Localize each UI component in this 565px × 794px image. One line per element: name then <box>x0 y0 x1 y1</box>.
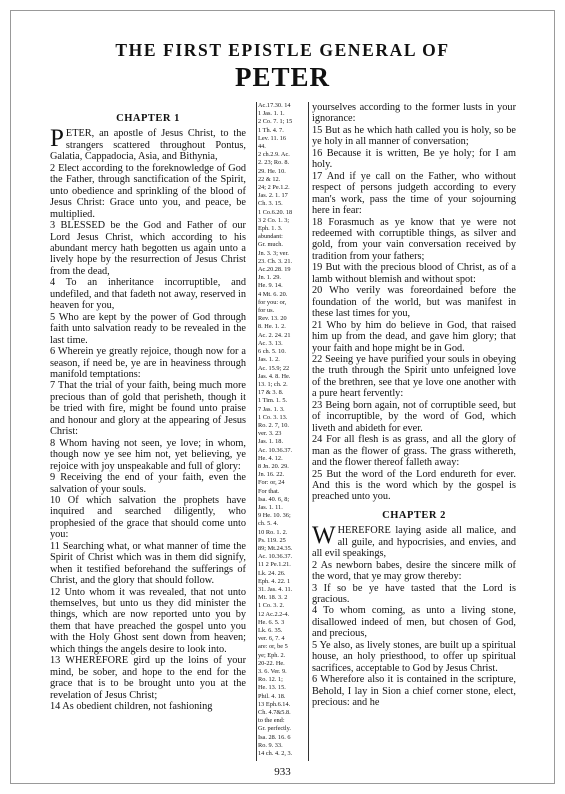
drop-cap: P <box>50 125 64 153</box>
verse: 14 As obedient children, not fashioning <box>50 701 213 713</box>
verse: 7 That the trial of your faith, being much more precious than of gold that perisheth, though it be tried with fire, might be found unto praise and honour and glory at the appearing of Jesus Christ: <box>50 380 246 438</box>
reference-line: Lev. 11. 16 <box>258 134 287 142</box>
reference-line: Gr. much. <box>258 241 284 249</box>
verse: 23 Being born again, not of corruptible seed, but of incorruptible, by the word of God, which liveth and abideth for ever. <box>312 399 516 434</box>
reference-line: Ac. 3. 13. <box>258 339 283 347</box>
verse: yourselves according to the former lusts in your ignorance: <box>312 102 516 125</box>
reference-line: 1 Co.6.20. 18 <box>258 208 293 216</box>
reference-line: He. 4. 12. <box>258 454 283 462</box>
verse: HEREFORE laying aside all malice, and all guile, and hypocrisies, and envies, and all evil speakings, <box>312 525 516 560</box>
reference-line: Eph. 4. 22. 1 <box>258 577 291 585</box>
reference-line: For that. <box>258 487 280 495</box>
reference-line: Ro. 12. 1; <box>258 676 283 684</box>
reference-line: Ro. 2. 7, 10. <box>258 421 289 429</box>
reference-line: 11 2 Pe.1.21. <box>258 561 291 569</box>
verse: 17 And if ye call on the Father, who without respect of persons judgeth according to every man's work, pass the time of your sojourning here in fear: <box>312 170 516 217</box>
verse: 15 But as he which hath called you is holy, so be ye holy in all manner of conversation; <box>312 124 516 148</box>
reference-line: 44. <box>258 143 266 151</box>
reference-line: Rev. 13. 20 <box>258 315 287 323</box>
reference-line: Jas. 1. 18. <box>258 438 284 446</box>
reference-line: 24; 2 Pe.1.2. <box>258 184 290 192</box>
verse: 3 If so be ye have tasted that the Lord is gracious. <box>312 582 516 606</box>
reference-line: Jas. 1. 11. <box>258 503 283 511</box>
reference-line: 10 Ro. 1. 2. <box>258 528 288 536</box>
verse: 18 Forasmuch as ye know that ye were not redeemed with corruptible things, as silver and gold, from your vain conversation received by tradition from your fathers; <box>312 216 516 262</box>
reference-line: 3. 6. Ver. 9. <box>258 668 287 676</box>
reference-line: He. 9. 14. <box>258 282 283 290</box>
reference-line: ver. 3. 23 <box>258 430 282 438</box>
reference-line: Phil. 4. 18. <box>258 692 286 700</box>
reference-line: Ac. 2. 24. 21 <box>258 331 291 339</box>
reference-line: Jas. 1. 2. <box>258 356 280 364</box>
reference-line: 2. 23; Ro. 8. <box>258 159 290 167</box>
reference-line: 3 2 Co. 1. 3; <box>258 216 290 224</box>
reference-line: Ac.20.28. 19 <box>258 266 291 274</box>
verse: 5 Who are kept by the power of God through faith unto salvation ready to be revealed in the last time. <box>50 311 246 346</box>
reference-line: For: or, 24 <box>258 479 285 487</box>
reference-line: 13. 1; ch. 2. <box>258 380 288 388</box>
verse: 5 Ye also, as lively stones, are built up a spiritual house, an holy priesthood, to offer up spiritual sacrifices, acceptable to God by Jesus Christ. <box>312 639 516 674</box>
reference-line: 22 & 12. <box>258 175 281 183</box>
verse: 13 WHEREFORE gird up the loins of your mind, be sober, and hope to the end for the grace that is to be brought unto you at the revelation of Jesus Christ; <box>50 655 246 701</box>
left-column <box>50 113 246 713</box>
reference-line: for us. <box>258 307 275 315</box>
reference-line: Jas. 4. 8. He. <box>258 372 291 380</box>
verse: 11 Searching what, or what manner of time the Spirit of Christ which was in them did signify, when it testified beforehand the sufferings of Christ, and the glory that should follow. <box>50 540 246 587</box>
cross-references <box>258 102 306 761</box>
reference-line: 89; Mt.24.35. <box>258 544 293 552</box>
reference-line: Jas. 2. 1. 17 <box>258 192 288 200</box>
epistle-heading: THE FIRST EPISTLE GENERAL OF <box>115 40 450 60</box>
reference-line: Isa. 28. 16. 6 <box>258 733 291 741</box>
reference-line: Eph. 1. 3. <box>258 225 283 233</box>
reference-line: 9 He. 10. 36; <box>258 512 291 520</box>
verse: 8 Whom having not seen, ye love; in whom, though now ye see him not, yet believing, ye rejoice with joy unspeakable and full of glory: <box>50 437 246 472</box>
reference-line: He. 6. 5. 3 <box>258 618 285 626</box>
column-divider <box>256 102 257 761</box>
verse: ETER, an apostle of Jesus Christ, to the strangers scattered throughout Pontus, Galatia, Cappadocia, Asia, and Bithynia, <box>50 128 246 163</box>
verse: 21 Who by him do believe in God, that raised him up from the dead, and gave him glory; that your faith and hope might be in God. <box>312 319 516 354</box>
verse: 6 Wherefore also it is contained in the scripture, Behold, I lay in Sion a chief corner stone, elect, precious: and he <box>312 674 516 709</box>
reference-line: 1 Th. 4. 7. <box>258 126 284 134</box>
reference-line: 1 Jas. 1. 1. <box>258 110 285 118</box>
chapter-heading: CHAPTER 1 <box>116 113 180 124</box>
reference-line: ye; Eph. 2. <box>258 651 286 659</box>
page-number: 933 <box>274 766 291 778</box>
reference-line: ver. 6, 7. 4 <box>258 635 285 643</box>
reference-line: 2 Co. 7. 1; 15 <box>258 118 293 126</box>
verse: 24 For all flesh is as grass, and all the glory of man as the flower of grass. The grass withereth, and the flower thereof falleth away: <box>312 434 516 469</box>
drop-cap: W <box>312 522 336 550</box>
right-column <box>312 102 516 709</box>
verse: 9 Receiving the end of your faith, even the salvation of your souls. <box>50 472 246 495</box>
verse: 16 Because it is written, Be ye holy; for I am holy. <box>312 147 516 171</box>
verse: 4 To an inheritance incorruptible, and undefiled, and that fadeth not away, reserved in heaven for you, <box>50 277 246 312</box>
reference-line: 1 Tim. 1. 5. <box>258 397 288 405</box>
reference-line: Mt. 18. 3. 2 <box>258 594 288 602</box>
reference-line: are: or, be 5 <box>258 643 288 651</box>
reference-line: Ac. 15.9; 22 <box>258 364 290 372</box>
chapter-heading: CHAPTER 2 <box>382 509 446 521</box>
reference-line: Ch. 3. 15. <box>258 200 283 208</box>
verse: 19 But with the precious blood of Christ, as of a lamb without blemish and without spot: <box>312 262 516 285</box>
reference-line: ch. 5. 4. <box>258 520 279 528</box>
reference-line: 31. Jas. 4. 11. <box>258 585 293 593</box>
verse: 12 Unto whom it was revealed, that not unto themselves, but unto us they did minister the things, which are now reported unto you by them that have preached the gospel unto you with the Holy Ghost sent down from heaven; which things the angels desire to look into. <box>50 586 246 655</box>
column-divider <box>308 102 309 761</box>
reference-line: 20-22. He. <box>258 659 285 667</box>
verse: 10 Of which salvation the prophets have inquired and searched diligently, who prophesied of the grace that should come unto you: <box>50 494 246 541</box>
verse: 20 Who verily was foreordained before the foundation of the world, but was manifest in these last times for you, <box>312 285 516 320</box>
reference-line: Ch. 4.7&5.8. <box>258 709 291 717</box>
reference-line: 2 ch.2.9. Ac. <box>258 151 290 159</box>
reference-line: abundant: <box>258 233 283 241</box>
verse: 6 Wherein ye greatly rejoice, though now for a season, if need be, ye are in heaviness through manifold temptations: <box>50 346 246 380</box>
reference-line: 23. Ch. 3. 21. <box>258 257 293 265</box>
reference-line: 29. He. 10. <box>258 167 286 175</box>
reference-line: Jn. 1. 29. <box>258 274 281 282</box>
verse: 22 Seeing ye have purified your souls in obeying the truth through the Spirit unto unfeigned love of the brethren, see that ye love one another with a pure heart fervently: <box>312 353 516 400</box>
reference-line: 4 Mt. 6. 20. <box>258 290 288 298</box>
reference-line: Lk. 6. 35. <box>258 627 283 634</box>
reference-line: 17 & 3. 8. <box>258 389 284 397</box>
reference-line: 14 ch. 4. 2, 3. <box>258 750 293 758</box>
book-title: PETER <box>234 62 331 92</box>
reference-line: 12 Ac.2.2-4. <box>258 610 290 618</box>
reference-line: Ps. 119. 25 <box>258 536 286 544</box>
verse: 4 To whom coming, as unto a living stone, disallowed indeed of men, but chosen of God, and precious, <box>312 605 516 640</box>
reference-line: Gr. perfectly. <box>258 725 291 733</box>
reference-line: 13 Eph.6.14. <box>258 700 291 708</box>
verse: 2 Elect according to the foreknowledge of God the Father, through sanctification of the Spirit, unto obedience and sprinkling of the blood of Jesus Christ: Grace unto you, and peace, be multiplied. <box>50 162 246 220</box>
reference-line: 6 ch. 5. 10. <box>258 348 286 356</box>
verse: 3 BLESSED be the God and Father of our Lord Jesus Christ, which according to his abundant mercy hath begotten us again unto a lively hope by the resurrection of Jesus Christ from the dead, <box>50 220 246 277</box>
reference-line: Jn. 16. 22. <box>258 471 285 479</box>
reference-line: Lk. 24. 26. <box>258 569 286 577</box>
reference-line: Isa. 40. 6, 8; <box>258 495 290 503</box>
reference-line: 1 Co. 3. 13. <box>258 413 288 421</box>
verse: 2 As newborn babes, desire the sincere milk of the word, that ye may grow thereby: <box>312 559 516 583</box>
reference-line: 1 Co. 3. 2. <box>258 602 285 610</box>
reference-line: for you: or, <box>258 298 287 306</box>
reference-line: 8. He. 1. 2. <box>258 323 286 331</box>
reference-line: Jn. 3. 3; ver. <box>258 249 289 257</box>
reference-line: 7 Jas. 1. 3. <box>258 405 285 413</box>
reference-line: He. 13. 15. <box>258 684 286 692</box>
reference-line: Ac. 10.36.37. <box>258 553 293 561</box>
reference-line: Ac.17.30. 14 <box>258 102 291 109</box>
verse: 25 But the word of the Lord endureth for ever. And this is the word which by the gospel is preached unto you. <box>312 468 516 503</box>
reference-line: Ro. 9. 33. <box>258 741 283 749</box>
reference-line: Ac. 10.36.37. <box>258 446 293 454</box>
reference-line: 8 Jn. 20. 29. <box>258 462 289 470</box>
reference-line: to the end: <box>258 717 285 725</box>
